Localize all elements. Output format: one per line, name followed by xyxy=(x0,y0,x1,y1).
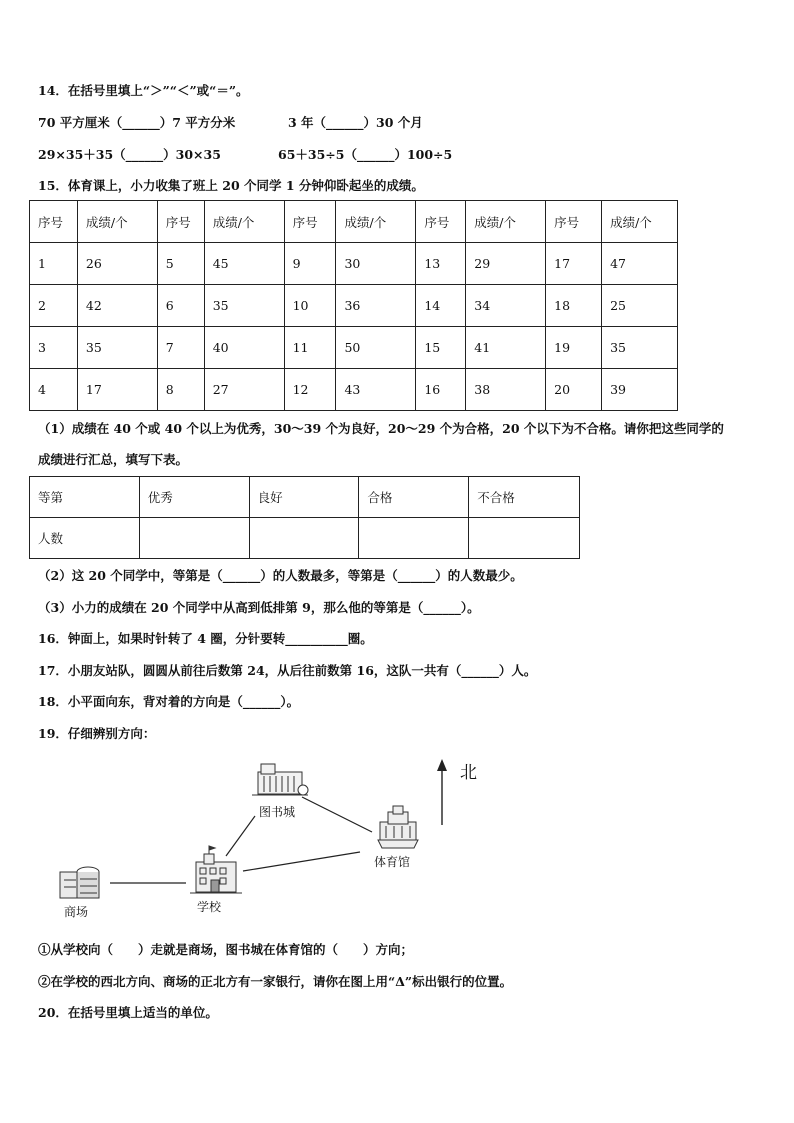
header-cell: 序号 xyxy=(546,201,602,243)
header-cell: 序号 xyxy=(157,201,204,243)
table-cell: 17 xyxy=(546,243,602,285)
table-cell: 36 xyxy=(336,285,416,327)
table-cell: 4 xyxy=(30,369,78,411)
grade-header-cell: 优秀 xyxy=(139,477,249,518)
north-label: 北 xyxy=(460,763,477,783)
mall-label: 商场 xyxy=(64,905,89,919)
table-cell: 35 xyxy=(77,327,157,369)
q15-sub2: （2）这 20 个同学中，等第是（______）的人数最多，等第是（______）的人数最少。 xyxy=(38,568,523,583)
table-cell: 41 xyxy=(466,327,546,369)
table-cell: 25 xyxy=(602,285,678,327)
table-cell: 16 xyxy=(416,369,466,411)
table-cell: 12 xyxy=(284,369,336,411)
q15-sub3: （3）小力的成绩在 20 个同学中从高到低排第 9，那么他的等第是（______）。 xyxy=(38,600,480,615)
table-row xyxy=(30,327,678,369)
header-cell: 成绩/个 xyxy=(336,201,416,243)
table-cell: 14 xyxy=(416,285,466,327)
header-cell: 成绩/个 xyxy=(77,201,157,243)
grade-answer-cell[interactable] xyxy=(249,518,359,559)
table-row xyxy=(30,285,678,327)
grade-answer-cell[interactable] xyxy=(139,518,249,559)
table-cell: 15 xyxy=(416,327,466,369)
direction-map xyxy=(0,750,794,925)
library-label: 图书城 xyxy=(259,805,296,819)
grade-header-cell: 不合格 xyxy=(469,477,580,518)
table-cell: 39 xyxy=(602,369,678,411)
table-row xyxy=(30,243,678,285)
gym-label: 体育馆 xyxy=(374,855,411,869)
table-cell: 17 xyxy=(77,369,157,411)
table-cell: 26 xyxy=(77,243,157,285)
line-school-gym xyxy=(243,852,360,871)
table-cell: 13 xyxy=(416,243,466,285)
q19-sub1: ①从学校向（ ）走就是商场，图书城在体育馆的（ ）方向； xyxy=(38,942,414,957)
header-cell: 成绩/个 xyxy=(466,201,546,243)
q14-title: 14．在括号里填上“＞”“＜”或“＝”。 xyxy=(38,83,249,98)
header-cell: 序号 xyxy=(30,201,78,243)
table-cell: 5 xyxy=(157,243,204,285)
grade-table xyxy=(29,476,580,559)
table-cell: 43 xyxy=(336,369,416,411)
table-cell: 38 xyxy=(466,369,546,411)
q14-row1-right: 3 年（______）30 个月 xyxy=(288,115,423,130)
q15-sub1-line1: （1）成绩在 40 个或 40 个以上为优秀，30～39 个为良好，20～29 个为合格，20 个以下为不合格。请你把这些同学的 xyxy=(38,421,724,436)
header-cell: 序号 xyxy=(284,201,336,243)
library-icon xyxy=(252,764,308,795)
q20-text: 20．在括号里填上适当的单位。 xyxy=(38,1005,218,1020)
table-cell: 50 xyxy=(336,327,416,369)
q19-sub2: ②在学校的西北方向、商场的正北方有一家银行，请你在图上用“Δ”标出银行的位置。 xyxy=(38,974,513,989)
q14-row2-right: 65＋35÷5（______）100÷5 xyxy=(278,147,453,162)
table-cell: 45 xyxy=(204,243,284,285)
table-cell: 6 xyxy=(157,285,204,327)
table-cell: 34 xyxy=(466,285,546,327)
mall-icon xyxy=(60,867,99,898)
table-cell: 1 xyxy=(30,243,78,285)
header-cell: 成绩/个 xyxy=(204,201,284,243)
header-cell: 成绩/个 xyxy=(602,201,678,243)
table-cell: 19 xyxy=(546,327,602,369)
q18-text: 18．小平面向东，背对着的方向是（______）。 xyxy=(38,694,300,709)
grade-header-cell: 等第 xyxy=(30,477,140,518)
table-cell: 2 xyxy=(30,285,78,327)
table-cell: 35 xyxy=(602,327,678,369)
q17-text: 17．小朋友站队，圆圆从前往后数第 24，从后往前数第 16，这队一共有（______）人。 xyxy=(38,663,537,678)
table-cell: 27 xyxy=(204,369,284,411)
table-cell: 30 xyxy=(336,243,416,285)
grade-answer-cell[interactable] xyxy=(359,518,469,559)
table-cell: 9 xyxy=(284,243,336,285)
table-row xyxy=(30,369,678,411)
table-cell: 29 xyxy=(466,243,546,285)
grade-answer-cell[interactable] xyxy=(469,518,580,559)
table-cell: 40 xyxy=(204,327,284,369)
school-icon xyxy=(190,846,242,893)
q14-row1-left: 70 平方厘米（______）7 平方分米 xyxy=(38,115,236,130)
header-cell: 序号 xyxy=(416,201,466,243)
score-table-header xyxy=(30,201,678,243)
table-cell: 42 xyxy=(77,285,157,327)
q16-text: 16．钟面上，如果时针转了 4 圈，分针要转__________圈。 xyxy=(38,631,373,646)
table-cell: 47 xyxy=(602,243,678,285)
q19-title: 19．仔细辨别方向： xyxy=(38,726,156,741)
school-label: 学校 xyxy=(197,900,222,914)
q15-sub1-line2: 成绩进行汇总，填写下表。 xyxy=(38,452,189,467)
table-cell: 7 xyxy=(157,327,204,369)
table-cell: 8 xyxy=(157,369,204,411)
table-cell: 10 xyxy=(284,285,336,327)
gym-icon xyxy=(378,806,418,848)
table-cell: 3 xyxy=(30,327,78,369)
grade-count-row xyxy=(30,518,580,559)
grade-table-header xyxy=(30,477,580,518)
line-library-gym xyxy=(302,797,372,832)
grade-header-cell: 合格 xyxy=(359,477,469,518)
score-table xyxy=(29,200,678,411)
line-school-library xyxy=(226,816,255,856)
table-cell: 20 xyxy=(546,369,602,411)
q15-title: 15．体育课上，小力收集了班上 20 个同学 1 分钟仰卧起坐的成绩。 xyxy=(38,178,424,193)
north-arrow-icon xyxy=(437,759,447,825)
table-cell: 11 xyxy=(284,327,336,369)
grade-row-label: 人数 xyxy=(30,518,140,559)
grade-header-cell: 良好 xyxy=(249,477,359,518)
q14-row2-left: 29×35＋35（______）30×35 xyxy=(38,147,221,162)
table-cell: 18 xyxy=(546,285,602,327)
table-cell: 35 xyxy=(204,285,284,327)
